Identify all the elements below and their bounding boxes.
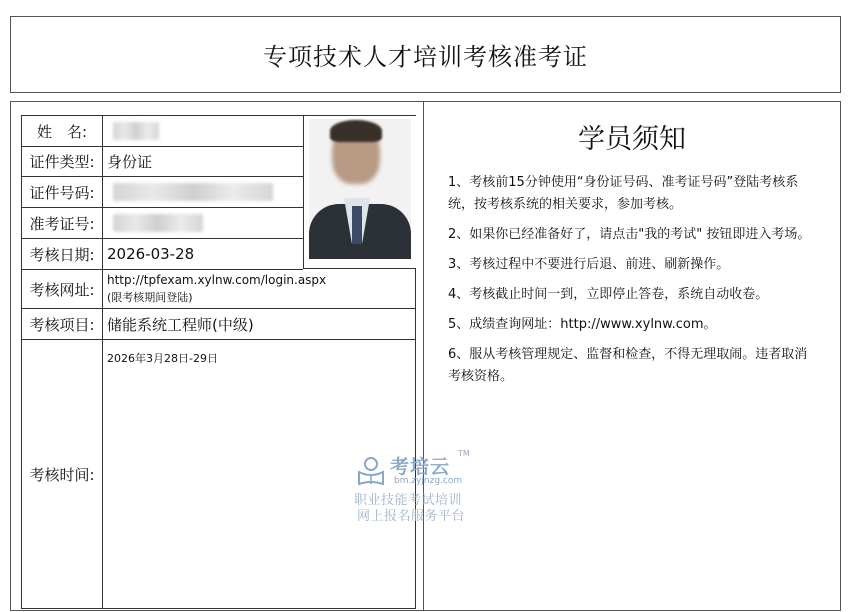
id-number-redacted <box>113 183 273 201</box>
notice-item: 4、考核截止时间一到，立即停止答卷，系统自动收卷。 <box>448 287 769 302</box>
exam-url-label: 考核网址: <box>22 270 103 308</box>
notice-item: 1、考核前15分钟使用“身份证号码、准考证号码”登陆考核系统，按考核系统的相关要求，参加考核。 <box>448 175 799 212</box>
ticket-number-redacted <box>113 214 203 232</box>
row-id-type <box>22 147 303 177</box>
exam-url-value <box>104 270 326 308</box>
notice-list <box>448 172 820 396</box>
exam-item-label: 考核项目: <box>22 309 103 339</box>
notice-item: 2、如果你已经准备好了，请点击"我的考试" 按钮即进入考场。 <box>448 227 811 242</box>
row-id-number <box>22 177 303 208</box>
exam-date-label: 考核日期: <box>22 239 103 269</box>
ticket-number-value <box>104 208 203 238</box>
notice-item: 3、考核过程中不要进行后退、前进、刷新操作。 <box>448 257 730 272</box>
id-number-label: 证件号码: <box>22 177 103 207</box>
candidate-photo <box>303 116 416 269</box>
watermark-line1: 职业技能考试培训 <box>354 493 463 508</box>
row-exam-date <box>22 239 303 270</box>
exam-item-value: 储能系统工程师(中级) <box>107 315 254 334</box>
watermark-brand: 考培云 <box>390 456 451 478</box>
watermark-url: bm.zyjnzg.com <box>394 476 463 486</box>
row-name <box>22 116 303 147</box>
exam-url-link[interactable]: http://tpfexam.xylnw.com/login.aspx <box>107 273 327 287</box>
row-exam-url <box>22 270 415 309</box>
watermark-tm: TM <box>458 449 470 458</box>
brand-logo-icon <box>357 456 385 486</box>
watermark-line2: 网上报名服务平台 <box>357 509 466 524</box>
exam-time-label: 考核时间: <box>22 340 103 608</box>
id-number-value <box>104 177 273 207</box>
page-title: 专项技术人才培训考核准考证 <box>10 16 841 93</box>
row-ticket-number <box>22 208 303 239</box>
exam-url-note: (限考核期间登陆) <box>107 291 193 304</box>
notice-item: 5、成绩查询网址：http://www.xylnw.com。 <box>448 317 717 332</box>
id-type-label: 证件类型: <box>22 147 103 176</box>
name-value <box>104 116 159 146</box>
name-redacted <box>113 122 159 140</box>
exam-date-value: 2026-03-28 <box>107 245 195 263</box>
column-divider <box>423 101 424 611</box>
info-table <box>21 115 416 609</box>
name-label: 姓 名: <box>22 116 103 146</box>
notice-item: 6、服从考核管理规定、监督和检查，不得无理取闹。违者取消考核资格。 <box>448 347 808 384</box>
id-type-value: 身份证 <box>107 153 153 171</box>
ticket-number-label: 准考证号: <box>22 208 103 238</box>
notice-title: 学员须知 <box>578 124 686 155</box>
exam-time-value: 2026年3月28日-29日 <box>107 352 218 365</box>
watermark <box>354 449 474 524</box>
row-exam-item <box>22 309 415 340</box>
